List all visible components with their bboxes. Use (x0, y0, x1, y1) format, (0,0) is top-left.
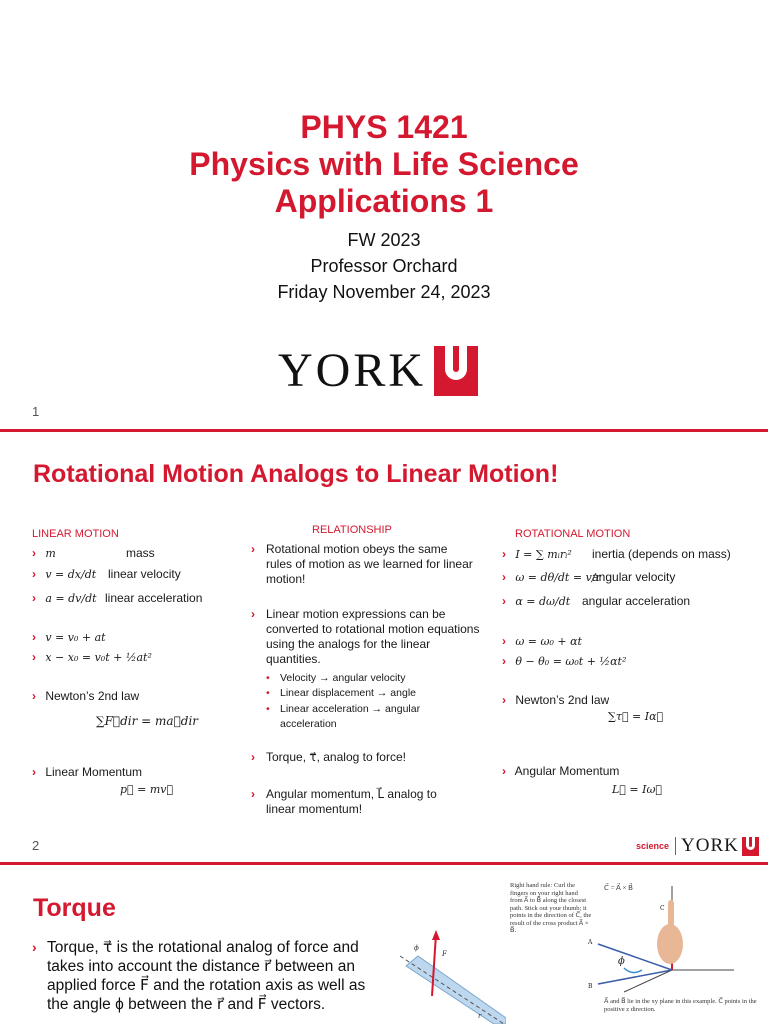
title-block (0, 108, 768, 220)
newton-label: Newton’s 2nd law (45, 689, 140, 703)
linear-row (32, 591, 97, 606)
chevron-icon: › (502, 764, 506, 778)
rotational-row (502, 654, 626, 669)
linear-desc: linear acceleration (105, 591, 203, 605)
momentum-equation: L⃗ = Iω⃗ (612, 783, 663, 796)
linear-row (32, 567, 96, 582)
chevron-icon: › (502, 547, 506, 561)
slide-title: Rotational Motion Analogs to Linear Motion! (33, 460, 559, 488)
equation: ω = dθ/dt = v/r (515, 571, 601, 584)
course-meta (0, 227, 768, 305)
equation: θ − θ₀ = ω₀t + ½αt² (515, 655, 627, 668)
chevron-icon: › (502, 654, 506, 668)
phi-label: ϕ (618, 956, 625, 967)
york-u-icon (434, 346, 478, 396)
slide-number: 2 (32, 838, 40, 853)
momentum-label: Linear Momentum (45, 765, 143, 779)
equation: m (45, 547, 56, 560)
slide-title: Torque (33, 894, 116, 922)
sub-point: • Linear acceleration → angular acceleration (280, 702, 440, 732)
cross-product-equation: C⃗ = A⃗ × B⃗ (604, 884, 633, 892)
relationship-point: › Rotational motion obeys the same rules of motion as we learned for linear motion! (251, 542, 473, 586)
relationship-point: › Torque, τ⃗, analog to force! (251, 750, 406, 764)
x-axis (624, 970, 672, 992)
analogs-slide (0, 432, 768, 862)
rotational-row (502, 547, 572, 562)
rotational-desc: inertia (depends on mass) (592, 547, 731, 561)
chevron-icon: › (502, 634, 506, 648)
york-logo (278, 346, 478, 396)
rotational-row (502, 570, 601, 585)
relationship-heading: RELATIONSHIP (312, 524, 392, 536)
lever-diagram (396, 926, 506, 1024)
linear-desc: linear velocity (108, 567, 181, 581)
logo-divider (675, 837, 676, 855)
rotational-desc: angular velocity (592, 570, 676, 584)
chevron-icon: › (32, 630, 36, 644)
momentum-label: Angular Momentum (514, 764, 620, 778)
professor: Professor Orchard (310, 256, 458, 276)
york-u-icon (742, 837, 759, 856)
term: FW 2023 (347, 230, 421, 250)
chevron-icon: › (251, 607, 255, 621)
chevron-icon: › (251, 542, 255, 556)
right-hand-icon (657, 924, 683, 964)
right-hand-rule-diagram (584, 880, 750, 998)
course-title-line1: Physics with Life Science (189, 146, 579, 182)
slide-divider (0, 862, 768, 865)
rotational-newton (502, 693, 609, 707)
chevron-icon: › (32, 689, 36, 703)
course-title-line2: Applications 1 (274, 183, 494, 219)
rotational-momentum (502, 764, 619, 778)
torque-slide (0, 866, 768, 1024)
force-label: F (442, 950, 447, 958)
science-york-logo (636, 836, 759, 856)
curl-arrow (624, 968, 642, 973)
r-label: r (478, 1012, 482, 1020)
lever-bar (406, 956, 506, 1024)
newton-equation: ∑F⃗dir = ma⃗dir (96, 714, 199, 728)
equation: x − x₀ = v₀t + ½at² (45, 651, 152, 664)
rotational-row (502, 634, 582, 649)
linear-desc: mass (126, 546, 155, 560)
relationship-point: › Linear motion expressions can be converted to rotational motion equations using the analogs for the linear quantities. (251, 607, 480, 666)
date: Friday November 24, 2023 (277, 282, 491, 302)
slide-number: 1 (32, 404, 40, 419)
b-label: B (588, 983, 593, 990)
rotational-row (502, 594, 570, 609)
c-label: C (660, 905, 665, 912)
equation: v = dx/dt (45, 568, 97, 581)
york-logo-text: YORK (278, 344, 427, 397)
torque-definition: › Torque, τ⃗ is the rotational analog of force and takes into account the distance r⃗ between an applied force F⃗ and the rotation axis as well as the angle ϕ between the r⃗ and F⃗ vectors. (32, 939, 366, 1013)
chevron-icon: › (32, 567, 36, 581)
equation: α = dω/dt (515, 595, 571, 608)
chevron-icon: › (502, 594, 506, 608)
chevron-icon: › (502, 570, 506, 584)
equation: a = dv/dt (45, 592, 97, 605)
chevron-icon: › (32, 650, 36, 664)
right-hand-rule-text: Right hand rule: Curl the fingers on your right hand from A⃗ to B⃗ along the closest path. Stick out your thumb; it points in the direction of C⃗, the result of the cross product A⃗ × B⃗. (510, 882, 592, 934)
newton-label: Newton’s 2nd law (515, 693, 610, 707)
thumb-icon (668, 900, 674, 928)
linear-newton (32, 689, 139, 703)
momentum-equation: p⃗ = mv⃗ (120, 783, 174, 796)
chevron-icon: › (502, 693, 506, 707)
chevron-icon: › (32, 939, 37, 955)
newton-equation: ∑τ⃗ = Iα⃗ (608, 710, 664, 723)
linear-momentum (32, 765, 142, 779)
equation: ω = ω₀ + αt (515, 635, 582, 648)
title-slide (0, 0, 768, 430)
chevron-icon: › (251, 750, 255, 764)
linear-heading: LINEAR MOTION (32, 528, 119, 540)
linear-row (32, 630, 106, 645)
course-code: PHYS 1421 (300, 109, 468, 145)
science-label: science (636, 841, 670, 851)
relationship-point: › Angular momentum, L⃗ analog to linear momentum! (251, 787, 437, 816)
equation: I = ∑ mᵢrᵢ² (515, 548, 572, 561)
chevron-icon: › (32, 765, 36, 779)
phi-label: ϕ (414, 944, 419, 952)
chevron-icon: › (32, 591, 36, 605)
diagram-caption: A⃗ and B⃗ lie in the xy plane in this example. C⃗ points in the positive z direction. (604, 998, 757, 1013)
force-arrowhead (432, 930, 440, 940)
equation: v = v₀ + at (45, 631, 106, 644)
sub-point: • Velocity → angular velocity (280, 672, 405, 684)
a-label: A (588, 939, 593, 946)
chevron-icon: › (251, 787, 255, 801)
linear-row (32, 650, 152, 665)
chevron-icon: › (32, 546, 36, 560)
linear-row (32, 546, 56, 561)
rotational-desc: angular acceleration (582, 594, 691, 608)
sub-point: • Linear displacement → angle (280, 687, 416, 699)
rotational-heading: ROTATIONAL MOTION (515, 528, 631, 540)
york-logo-text: YORK (681, 835, 739, 856)
force-vector (432, 934, 436, 996)
